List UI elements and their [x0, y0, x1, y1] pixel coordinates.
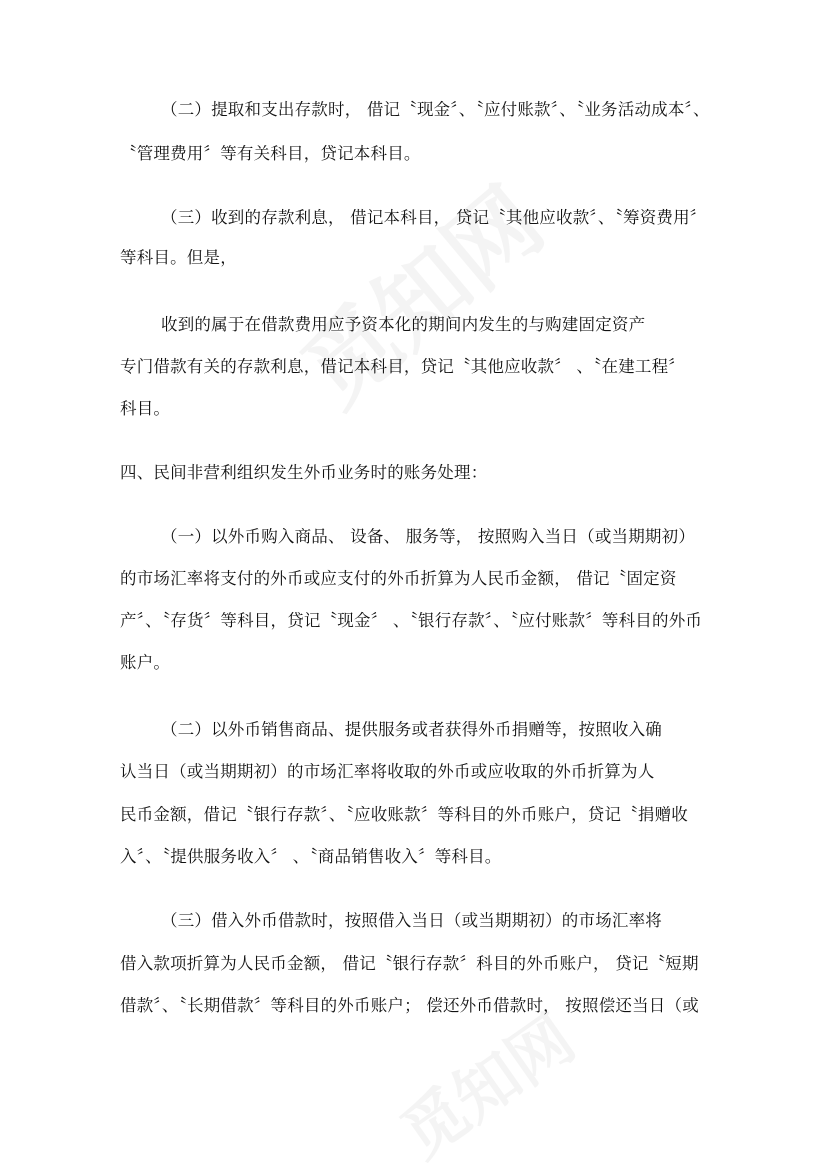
paragraph-line: （三）收到的存款利息， 借记本科目， 贷记〝其他应收款〞、〝筹资费用〞 — [161, 208, 707, 227]
paragraph-line: 产〞、〝存货〞等科目，贷记〝现金〞 、〝银行存款〞、〝应付账款〞等科目的外币 — [120, 611, 703, 630]
watermark — [270, 153, 566, 432]
paragraph-line: 〝管理费用〞等有关科目，贷记本科目。 — [120, 144, 421, 163]
paragraph-line: 认当日（或当期期初）的市场汇率将收取的外币或应收取的外币折算为人 — [120, 762, 655, 781]
paragraph-line: 科目。 — [120, 399, 171, 418]
paragraph-line: 借款〞、〝长期借款〞等科目的外币账户； 偿还外币借款时， 按照偿还当日（或 — [120, 996, 699, 1015]
paragraph-line: 入〞、〝提供服务收入〞 、〝商品销售收入〞等科目。 — [120, 847, 502, 866]
paragraph-line: 账户。 — [120, 653, 171, 672]
paragraph-line: （二）以外币销售商品、提供服务或者获得外币捐赠等，按照收入确 — [161, 720, 662, 739]
paragraph-line: （一）以外币购入商品、 设备、 服务等， 按照购入当日（或当期期初） — [161, 527, 696, 546]
paragraph-line: 专门借款有关的存款利息，借记本科目，贷记〝其他应收款〞 、〝在建工程〞 — [120, 357, 685, 376]
paragraph-line: （三）借入外币借款时，按照借入当日（或当期期初）的市场汇率将 — [161, 911, 662, 930]
paragraph-line: 等科目。但是， — [120, 248, 237, 267]
section-heading: 四、民间非营利组织发生外币业务时的账务处理： — [120, 463, 488, 482]
paragraph-line: 收到的属于在借款费用应予资本化的期间内发生的与购建固定资产 — [161, 315, 646, 334]
paragraph-line: 民币金额，借记〝银行存款〞、〝应收账款〞等科目的外币账户，贷记〝捐赠收 — [120, 805, 688, 824]
paragraph-line: （二）提取和支出存款时， 借记〝现金〞、〝应付账款〞、〝业务活动成本〞、 — [161, 100, 710, 119]
paragraph-line: 的市场汇率将支付的外币或应支付的外币折算为人民币金额， 借记〝固定资 — [120, 569, 677, 588]
paragraph-line: 借入款项折算为人民币金额， 借记〝银行存款〞科目的外币账户， 贷记〝短期 — [120, 954, 699, 973]
